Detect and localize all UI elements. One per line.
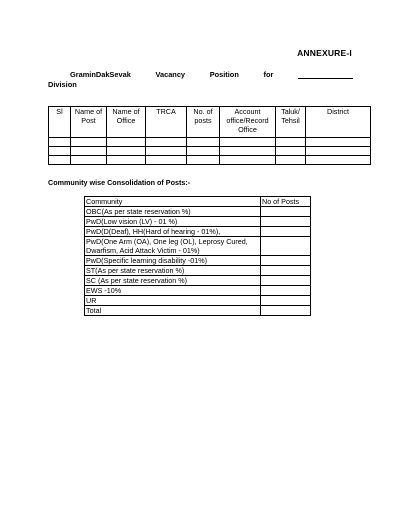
community-name: Total: [85, 306, 261, 316]
vacancy-cell: [146, 138, 187, 147]
community-row: [85, 207, 311, 217]
community-row: [85, 296, 311, 306]
community-row: [85, 227, 311, 237]
annexure-title: ANNEXURE-I: [297, 48, 352, 58]
vacancy-cell: [276, 147, 306, 156]
vacancy-cell: [306, 147, 371, 156]
col-trca: TRCA: [146, 107, 187, 138]
vacancy-cell: [71, 156, 107, 165]
no-of-posts-cell: [261, 227, 311, 237]
vacancy-heading: [48, 70, 353, 89]
community-row: [85, 237, 311, 256]
no-of-posts-cell: [261, 217, 311, 227]
heading-division: Division: [48, 79, 77, 89]
vacancy-cell: [107, 147, 146, 156]
vacancy-cell: [220, 156, 276, 165]
community-table-body: [85, 207, 311, 316]
community-row: [85, 276, 311, 286]
vacancy-row: [49, 138, 371, 147]
vacancy-table-body: [49, 138, 371, 165]
no-of-posts-header: No of Posts: [261, 197, 311, 207]
heading-word-2: Vacancy: [155, 70, 186, 79]
community-header-row: [85, 197, 311, 207]
heading-line: [48, 70, 353, 80]
vacancy-cell: [220, 147, 276, 156]
vacancy-cell: [49, 138, 71, 147]
vacancy-cell: [306, 138, 371, 147]
community-row: [85, 266, 311, 276]
vacancy-cell: [306, 156, 371, 165]
division-blank-line: [298, 70, 353, 79]
vacancy-row: [49, 156, 371, 165]
heading-word-3: Position: [209, 70, 239, 79]
vacancy-row: [49, 147, 371, 156]
community-name: PwD(One Arm (OA), One leg (OL), Leprosy Cured, Dwarfism, Acid Attack Victim - 01%): [85, 237, 261, 256]
no-of-posts-cell: [261, 237, 311, 256]
col-account-office: Account office/Record Office: [220, 107, 276, 138]
vacancy-cell: [107, 138, 146, 147]
vacancy-cell: [276, 138, 306, 147]
community-name: PwD(Specific learning disability -01%): [85, 256, 261, 266]
vacancy-cell: [187, 147, 220, 156]
col-name-of-office: Name of Office: [107, 107, 146, 138]
vacancy-cell: [49, 147, 71, 156]
community-row: [85, 217, 311, 227]
vacancy-cell: [146, 156, 187, 165]
no-of-posts-cell: [261, 207, 311, 217]
community-name: PwD(D(Deaf), HH(Hard of hearing - 01%),: [85, 227, 261, 237]
heading-word-1: GraminDakSevak: [70, 70, 131, 79]
vacancy-cell: [146, 147, 187, 156]
community-name: UR: [85, 296, 261, 306]
no-of-posts-cell: [261, 256, 311, 266]
vacancy-cell: [276, 156, 306, 165]
col-sl: Sl: [49, 107, 71, 138]
vacancy-cell: [187, 156, 220, 165]
vacancy-table: [48, 106, 371, 165]
community-name: PwD(Low vision (LV) - 01 %): [85, 217, 261, 227]
col-no-of-posts: No. of posts: [187, 107, 220, 138]
community-row: [85, 306, 311, 316]
community-row: [85, 286, 311, 296]
community-name: ST(As per state reservation %): [85, 266, 261, 276]
community-section-title: Community wise Consolidation of Posts:-: [48, 178, 191, 187]
vacancy-cell: [220, 138, 276, 147]
heading-word-4: for: [263, 70, 274, 79]
community-name: SC (As per state reservation %): [85, 276, 261, 286]
vacancy-cell: [71, 147, 107, 156]
no-of-posts-cell: [261, 276, 311, 286]
col-name-of-post: Name of Post: [71, 107, 107, 138]
vacancy-cell: [71, 138, 107, 147]
no-of-posts-cell: [261, 296, 311, 306]
vacancy-cell: [107, 156, 146, 165]
vacancy-cell: [187, 138, 220, 147]
col-taluk-tehsil: Taluk/ Tehsil: [276, 107, 306, 138]
community-header: Community: [85, 197, 261, 207]
no-of-posts-cell: [261, 286, 311, 296]
vacancy-cell: [49, 156, 71, 165]
community-table: [84, 196, 311, 316]
col-district: District: [306, 107, 371, 138]
vacancy-header-row: [49, 107, 371, 138]
community-name: EWS -10%: [85, 286, 261, 296]
community-row: [85, 256, 311, 266]
community-name: OBC(As per state reservation %): [85, 207, 261, 217]
no-of-posts-cell: [261, 266, 311, 276]
no-of-posts-cell: [261, 306, 311, 316]
